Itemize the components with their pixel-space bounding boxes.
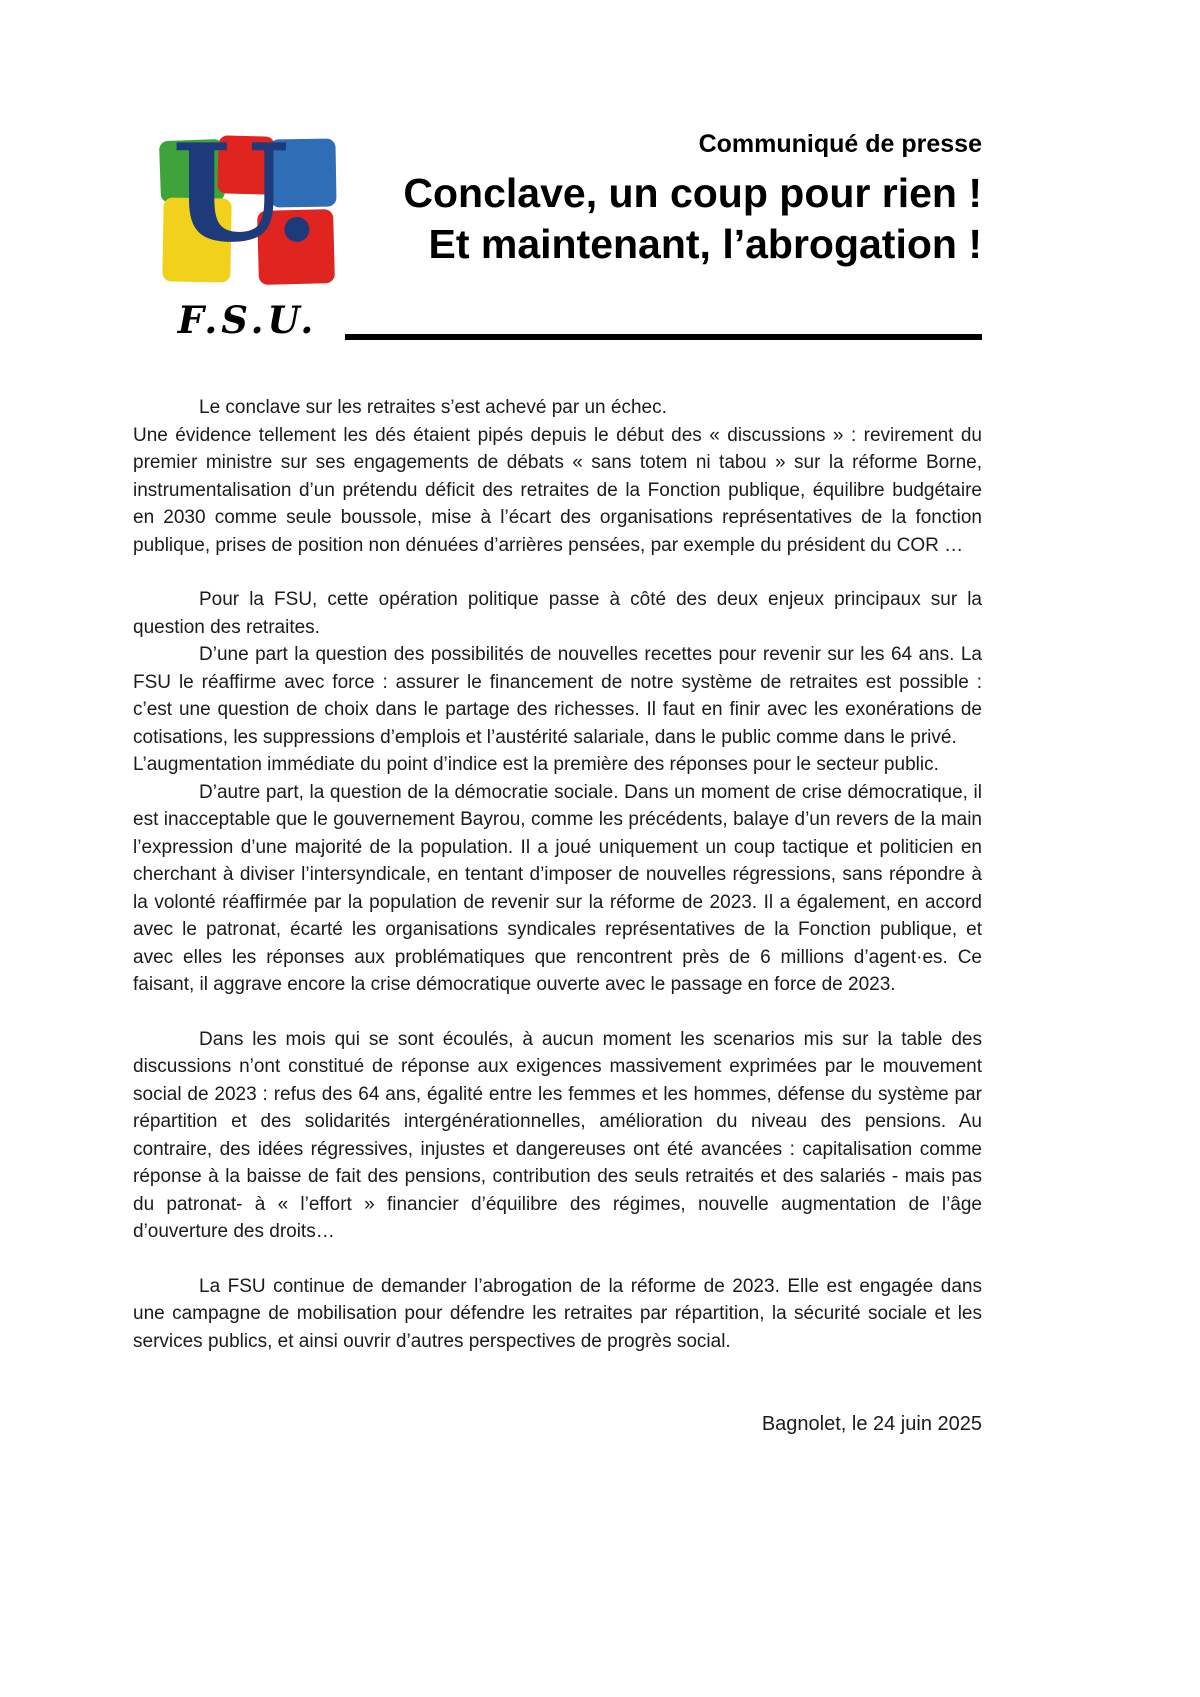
paragraph: Pour la FSU, cette opération politique passe à côté des deux enjeux principaux sur la question des retraites. (133, 589, 982, 638)
dateline: Bagnolet, le 24 juin 2025 (761, 1413, 982, 1435)
kicker: Communiqué de presse (698, 130, 982, 158)
title-line-2: Et maintenant, l’abrogation ! (428, 221, 982, 267)
paragraph: D’une part la question des possibilités de nouvelles recettes pour revenir sur les 64 ans. La FSU le réaffirme avec force : assurer le financement de notre système de retraites est possible : c’est une question de choix dans le partage des richesses. Il faut en finir avec les exonérations de cotisations, les suppressions d’emplois et l’austérité salariale, dans le public comme dans le privé. (133, 644, 982, 748)
fsu-logo-art (160, 114, 338, 288)
title-underline (345, 334, 982, 340)
paragraph: Une évidence tellement les dés étaient pipés depuis le début des « discussions » : revirement du premier ministre sur ses engagements de débats « sans totem ni tabou » sur la réforme Borne, instrumentalisation d’un prétendu déficit des retraites de la Fonction publique, équilibre budgétaire en 2030 comme seule boussole, mise à l’écart des organisations représentatives de la fonction publique, prises de position non dénuées d’arrières pensées, par exemple du président du COR … (133, 424, 982, 556)
paragraph: D’autre part, la question de la démocratie sociale. Dans un moment de crise démocratique, il est inacceptable que le gouvernement Bayrou, comme les précédents, balaye d’un revers de la main l’expression d’une majorité de la population. Il a joué uniquement un coup tactique et politicien en cherchant à diviser l’intersyndicale, en tentant d’imposer de nouvelles régressions, sans répondre à la volonté réaffirmée par la population de revenir sur la réforme de 2023. Il a également, en accord avec le patronat, écarté les organisations syndicales représentatives de la Fonction publique, et avec elles les réponses aux problématiques que rencontrent près de 6 millions d’agent·es. Ce faisant, il aggrave encore la crise démocratique ouverte avec le passage en force de 2023. (133, 781, 982, 995)
paragraph: Le conclave sur les retraites s’est achevé par un échec. (199, 397, 667, 418)
paragraph: Dans les mois qui se sont écoulés, à aucun moment les scenarios mis sur la table des discussions n’ont constitué de réponse aux exigences massivement exprimées par le mouvement social de 2023 : refus des 64 ans, égalité entre les femmes et les hommes, défense du système par répartition et des solidarités intergénérationnelles, amélioration du niveau des pensions. Au contraire, des idées régressives, injustes et dangereuses ont été avancées : capitalisation comme réponse à la baisse de fait des pensions, contribution des seuls retraités et des salariés - mais pas du patronat- à « l’effort » financier d’équilibre des régimes, nouvelle augmentation de l’âge d’ouverture des droits… (133, 1028, 982, 1242)
document-body (133, 394, 982, 1439)
logo-caption: F.S.U. (177, 298, 318, 342)
title-line-1: Conclave, un coup pour rien ! (403, 170, 982, 216)
paragraph: La FSU continue de demander l’abrogation de la réforme de 2023. Elle est engagée dans une campagne de mobilisation pour défendre les retraites par répartition, la sécurité sociale et les services publics, et ainsi ouvrir d’autres perspectives de progrès social. (133, 1275, 982, 1352)
logo-letter-u: U. (172, 114, 318, 272)
paragraph: L’augmentation immédiate du point d’indice est la première des réponses pour le secteur public. (133, 754, 939, 775)
page-title (403, 168, 982, 270)
fsu-logo (150, 114, 345, 342)
